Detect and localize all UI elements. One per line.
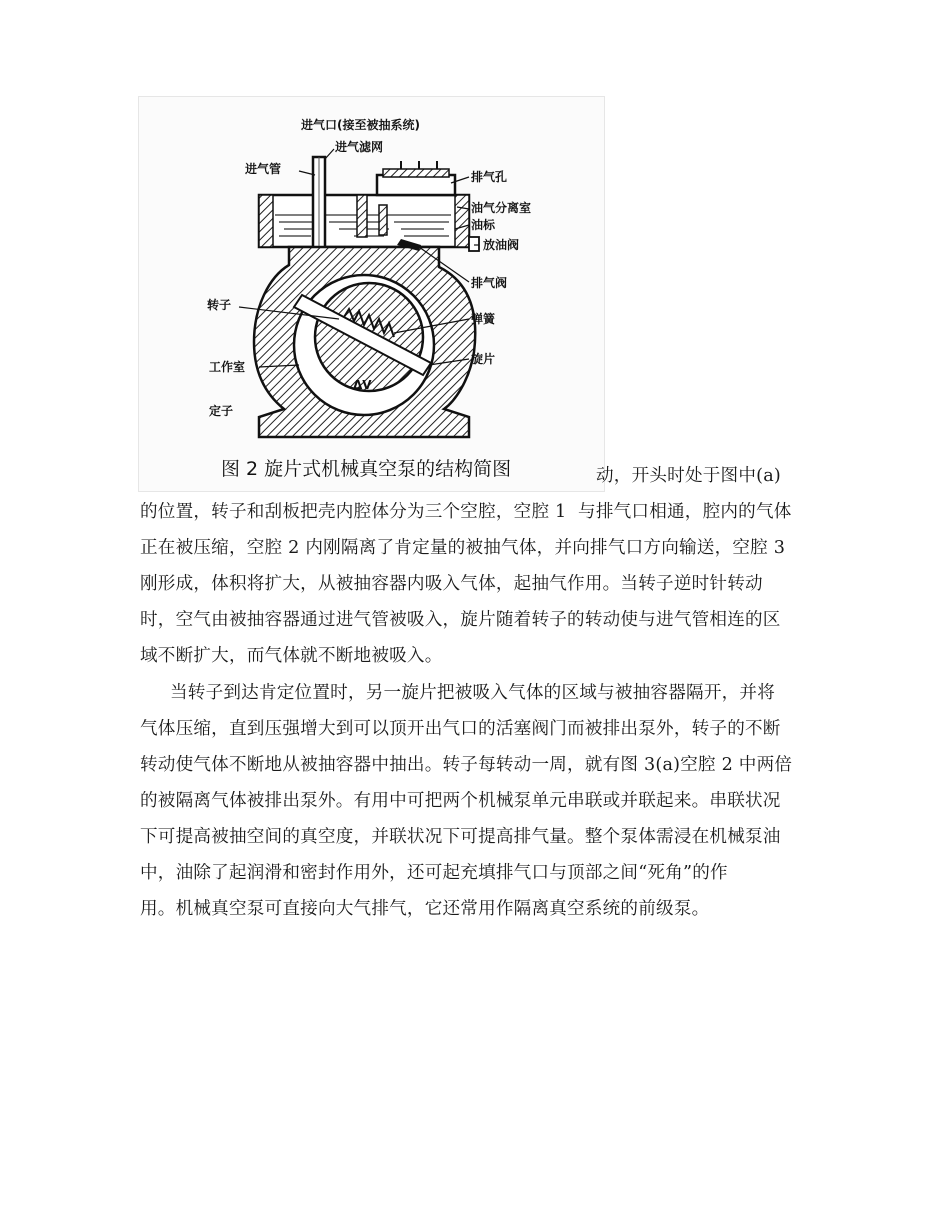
label-inlet-port: 进气口(接至被抽系统) bbox=[301, 118, 420, 132]
drain-valve bbox=[469, 237, 479, 251]
figure-caption: 图 2 旋片式机械真空泵的结构简图 bbox=[221, 458, 512, 480]
body-text-line: 时，空气由被抽容器通过进气管被吸入，旋片随着转子的转动使与进气管相连的区 bbox=[140, 610, 781, 630]
label-rotor: 转子 bbox=[207, 298, 232, 312]
pump-diagram bbox=[139, 97, 604, 491]
label-stator: 定子 bbox=[209, 404, 234, 418]
label-exhaust-valve: 排气阀 bbox=[471, 276, 508, 290]
label-oil-gas-separator: 油气分离室 bbox=[471, 201, 532, 215]
body-text-line: 气体压缩，直到压强增大到可以顶开出气口的活塞阀门而被排出泵外，转子的不断 bbox=[140, 719, 781, 739]
body-text-line: 正在被压缩，空腔 2 内刚隔离了肯定量的被抽气体，并向排气口方向输送，空腔 3 bbox=[140, 538, 786, 558]
body-text-line: 当转子到达肯定位置时，另一旋片把被吸入气体的区域与被抽容器隔开，并将 bbox=[170, 683, 775, 703]
label-spring: 弹簧 bbox=[471, 312, 496, 326]
label-oil-level: 油标 bbox=[471, 218, 496, 232]
body-text-line: 转动使气体不断地从被抽容器中抽出。转子每转动一周，就有图 3(a)空腔 2 中两倍 bbox=[140, 755, 793, 775]
body-text-line: 下可提高被抽空间的真空度，并联状况下可提高排气量。整个泵体需浸在机械泵油 bbox=[140, 827, 781, 847]
label-inlet-pipe: 进气管 bbox=[245, 162, 282, 176]
body-text-line: 的被隔离气体被排出泵外。有用中可把两个机械泵单元串联或并联起来。串联状况 bbox=[140, 791, 781, 811]
label-exhaust-hole: 排气孔 bbox=[471, 170, 508, 184]
body-text-line: 域不断扩大，而气体就不断地被吸入。 bbox=[140, 646, 443, 666]
body-text-line: 刚形成，体积将扩大，从被抽容器内吸入气体，起抽气作用。当转子逆时针转动 bbox=[140, 574, 763, 594]
label-delta-v: ΔV bbox=[353, 378, 372, 392]
body-text-line: 的位置，转子和刮板把壳内腔体分为三个空腔，空腔 1 与排气口相通，腔内的气体 bbox=[140, 502, 792, 522]
label-drain-valve: 放油阀 bbox=[483, 238, 520, 252]
exhaust-cover bbox=[377, 175, 455, 195]
pump-diagram-figure bbox=[138, 96, 605, 492]
body-text-line: 动，开头时处于图中(a) bbox=[596, 466, 781, 486]
label-inlet-filter: 进气滤网 bbox=[335, 140, 384, 154]
label-working-chamber: 工作室 bbox=[209, 360, 246, 374]
label-vane: 旋片 bbox=[471, 352, 496, 366]
body-text-line: 中，油除了起润滑和密封作用外，还可起充填排气口与顶部之间“死角”的作 bbox=[140, 863, 728, 883]
body-text-line: 用。机械真空泵可直接向大气排气，它还常用作隔离真空系统的前级泵。 bbox=[140, 899, 710, 919]
